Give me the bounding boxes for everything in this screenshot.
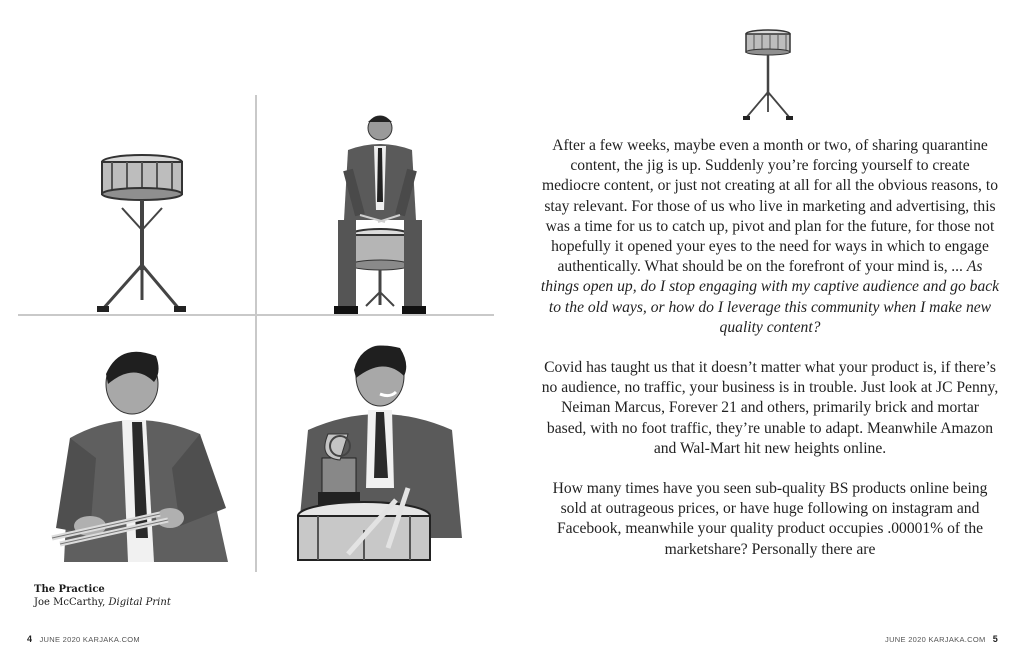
snare-drum-icon	[740, 28, 796, 126]
photo-man-with-trophy-and-drum	[288, 338, 464, 564]
photo-man-seated-drumming	[330, 110, 430, 316]
grid-divider-vertical	[255, 95, 257, 572]
photo-caption	[34, 583, 171, 609]
article-paragraph-1-text: After a few weeks, maybe even a month or two, of sharing quarantine content, the jig is up. Suddenly you’re forcing yourself to create mediocre content, or just not creating at all for all the obvious reasons, to stay relevant. For those of us who live in marketing and advertising, this was a time for us to catch up, pivot and plan for the future, for those not hopefully it opened your eyes to the need for ways in which to engage authentically. What should be on the forefront of your mind is,	[542, 137, 998, 276]
photo-man-holding-sticks	[50, 338, 230, 564]
page-number-right: 5	[992, 634, 998, 644]
article-paragraph-1	[540, 136, 1000, 338]
article-paragraph-1-italic: ... As things open up, do I stop engaging with my captive audience and go back to the old ways, or how do I leverage this community when I make new quality content?	[540, 258, 1000, 336]
caption-author: Joe McCarthy,	[34, 597, 109, 608]
caption-credit	[34, 596, 171, 609]
footer-right	[885, 634, 998, 644]
caption-medium: Digital Print	[108, 597, 171, 608]
article-body	[540, 136, 1000, 580]
article-paragraph-3: How many times have you seen sub-quality BS products online being sold at outrageous prices, or have huge following on instagram and Facebook, meanwhile your quality product occupies .00001% of the marketshare? Personally there are	[552, 480, 988, 558]
article-paragraph-2: Covid has taught us that it doesn’t matter what your product is, if there’s no audience, no traffic, your business is in trouble. Just look at JC Penny, Neiman Marcus, Forever 21 and others, primarily brick and mortar based, with no foot traffic, they’re unable to adapt. Meanwhile Amazon and Wal-Mart hit new heights online.	[541, 359, 999, 457]
caption-title: The Practice	[34, 584, 105, 595]
photo-snare-drum-stand	[92, 150, 192, 316]
footer-right-text: JUNE 2020 KARJAKA.COM	[885, 635, 986, 644]
footer-left-text: JUNE 2020 KARJAKA.COM	[39, 635, 140, 644]
footer-left	[27, 634, 140, 644]
page-number-left: 4	[27, 634, 33, 644]
